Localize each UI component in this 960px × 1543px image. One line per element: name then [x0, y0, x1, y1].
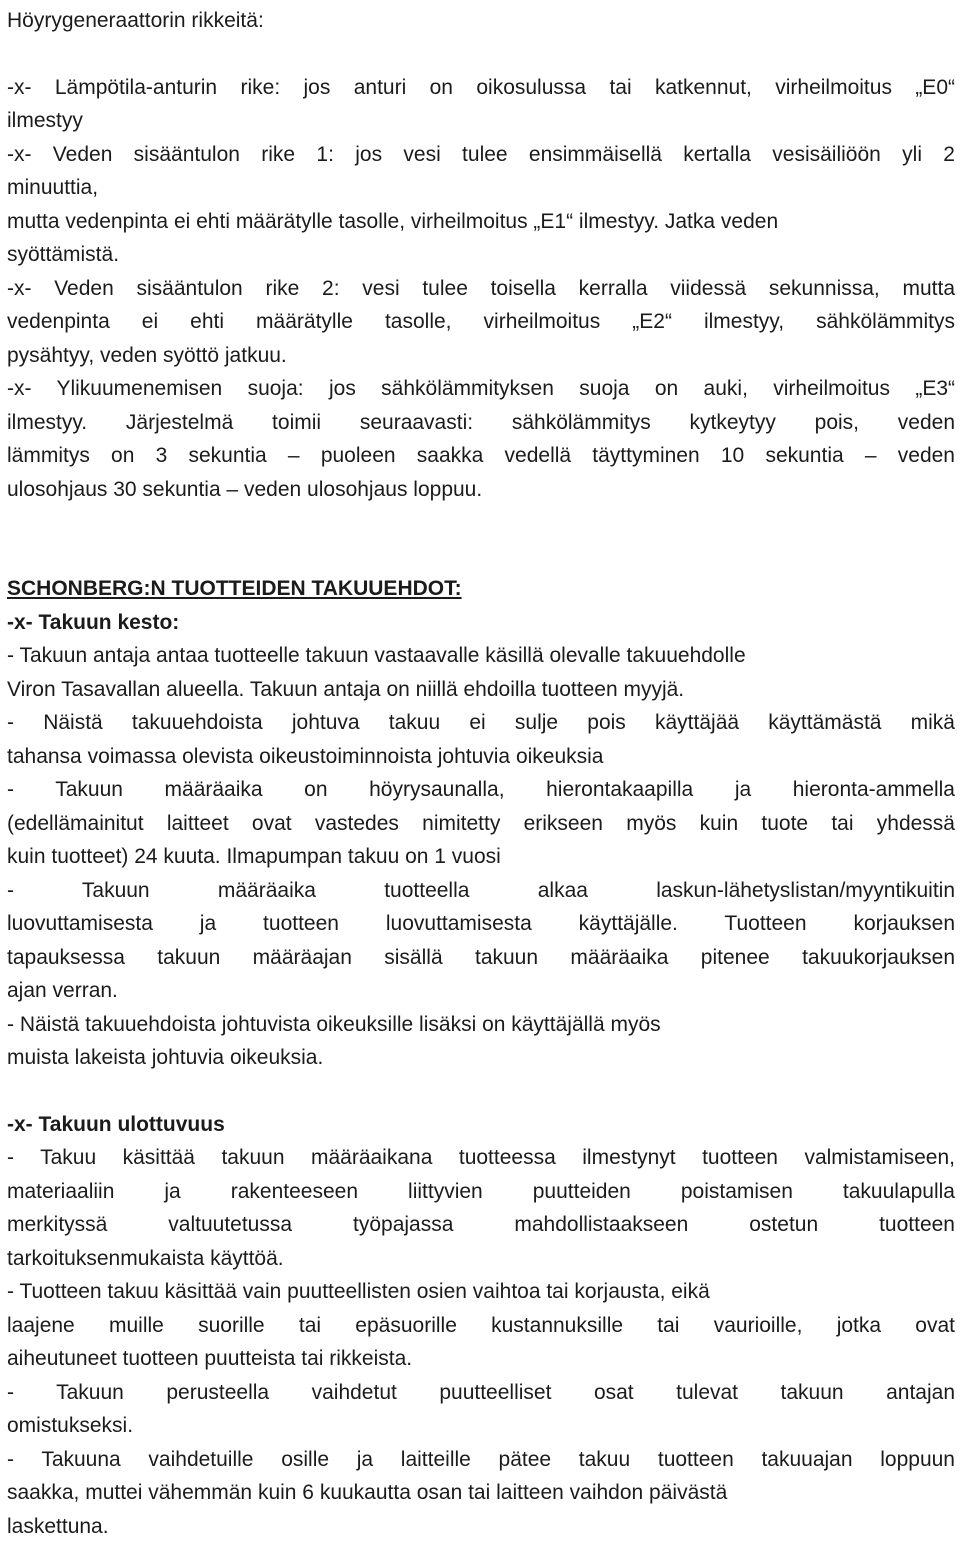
text-line: - Takuun antaja antaa tuotteelle takuun vastaavalle käsillä olevalle takuuehdolle — [7, 639, 955, 673]
text-line: -x- Veden sisääntulon rike 2: vesi tulee toisella kerralla viidessä sekunnissa, mutta — [7, 272, 955, 306]
text-line: - Takuu käsittää takuun määräaikana tuotteessa ilmestynyt tuotteen valmistamiseen, — [7, 1141, 955, 1175]
text-line: -x- Veden sisääntulon rike 1: jos vesi tulee ensimmäisellä kertalla vesisäiliöön yli 2 — [7, 138, 955, 172]
text-line: Viron Tasavallan alueella. Takuun antaja on niillä ehdoilla tuotteen myyjä. — [7, 673, 955, 707]
text-line: luovuttamisesta ja tuotteen luovuttamisesta käyttäjälle. Tuotteen korjauksen — [7, 907, 955, 941]
text-line: - Takuun perusteella vaihdetut puutteelliset osat tulevat takuun antajan — [7, 1376, 955, 1410]
text-line: aiheutuneet tuotteen puutteista tai rikkeista. — [7, 1342, 955, 1376]
text-line: ilmestyy. Järjestelmä toimii seuraavasti: sähkölämmitys kytkeytyy pois, veden — [7, 406, 955, 440]
text-line: vedenpinta ei ehti määrätylle tasolle, virheilmoitus „E2“ ilmestyy, sähkölämmitys — [7, 305, 955, 339]
spacer — [7, 506, 955, 572]
text-line: syöttämistä. — [7, 238, 955, 272]
text-line: ulosohjaus 30 sekuntia – veden ulosohjaus loppuu. — [7, 473, 955, 507]
text-line: - Näistä takuuehdoista johtuvista oikeuksille lisäksi on käyttäjällä myös — [7, 1008, 955, 1042]
text-line: materiaaliin ja rakenteeseen liittyvien puutteiden poistamisen takuulapulla — [7, 1175, 955, 1209]
text-line: muista lakeista johtuvia oikeuksia. — [7, 1041, 955, 1075]
warranty-scope-text — [7, 1141, 955, 1543]
text-line: kuin tuotteet) 24 kuuta. Ilmapumpan takuu on 1 vuosi — [7, 840, 955, 874]
text-line: laskettuna. — [7, 1510, 955, 1543]
text-line: tapauksessa takuun määräajan sisällä takuun määräaika pitenee takuukorjauksen — [7, 941, 955, 975]
text-line: mutta vedenpinta ei ehti määrätylle tasolle, virheilmoitus „E1“ ilmestyy. Jatka veden — [7, 205, 955, 239]
text-line: - Näistä takuuehdoista johtuva takuu ei sulje pois käyttäjää käyttämästä mikä — [7, 706, 955, 740]
text-line: ajan verran. — [7, 974, 955, 1008]
section-title-warranty: SCHONBERG:N TUOTTEIDEN TAKUUEHDOT: — [7, 572, 955, 606]
text-line: -x- Ylikuumenemisen suoja: jos sähkölämmityksen suoja on auki, virheilmoitus „E3“ — [7, 372, 955, 406]
text-line: tahansa voimassa olevista oikeustoiminnoista johtuvia oikeuksia — [7, 740, 955, 774]
text-line: - Tuotteen takuu käsittää vain puutteellisten osien vaihtoa tai korjausta, eikä — [7, 1275, 955, 1309]
section-title-faults: Höyrygeneraattorin rikkeitä: — [7, 0, 955, 38]
text-line: merkityssä valtuutetussa työpajassa mahdollistaakseen ostetun tuotteen — [7, 1208, 955, 1242]
document-page — [7, 0, 955, 1543]
subsection-title-duration: -x- Takuun kesto: — [7, 606, 955, 640]
spacer — [7, 38, 955, 71]
text-line: - Takuuna vaihdetuille osille ja laitteille pätee takuu tuotteen takuuajan loppuun — [7, 1443, 955, 1477]
subsection-title-scope: -x- Takuun ulottuvuus — [7, 1108, 955, 1142]
text-line: laajene muille suorille tai epäsuorille kustannuksille tai vaurioille, jotka ovat — [7, 1309, 955, 1343]
text-line: (edellämainitut laitteet ovat vastedes nimitetty erikseen myös kuin tuote tai yhdessä — [7, 807, 955, 841]
text-line: -x- Lämpötila-anturin rike: jos anturi on oikosulussa tai katkennut, virheilmoitus „E0“ — [7, 71, 955, 105]
text-line: minuuttia, — [7, 171, 955, 205]
text-line: - Takuun määräaika on höyrysaunalla, hierontakaapilla ja hieronta-ammella — [7, 773, 955, 807]
text-line: omistukseksi. — [7, 1409, 955, 1443]
text-line: lämmitys on 3 sekuntia – puoleen saakka vedellä täyttyminen 10 sekuntia – veden — [7, 439, 955, 473]
faults-text — [7, 71, 955, 507]
text-line: tarkoituksenmukaista käyttöä. — [7, 1242, 955, 1276]
text-line: saakka, muttei vähemmän kuin 6 kuukautta osan tai laitteen vaihdon päivästä — [7, 1476, 955, 1510]
text-line: pysähtyy, veden syöttö jatkuu. — [7, 339, 955, 373]
spacer — [7, 1075, 955, 1108]
warranty-duration-text — [7, 639, 955, 1075]
text-line: - Takuun määräaika tuotteella alkaa laskun-lähetyslistan/myyntikuitin — [7, 874, 955, 908]
text-line: ilmestyy — [7, 104, 955, 138]
